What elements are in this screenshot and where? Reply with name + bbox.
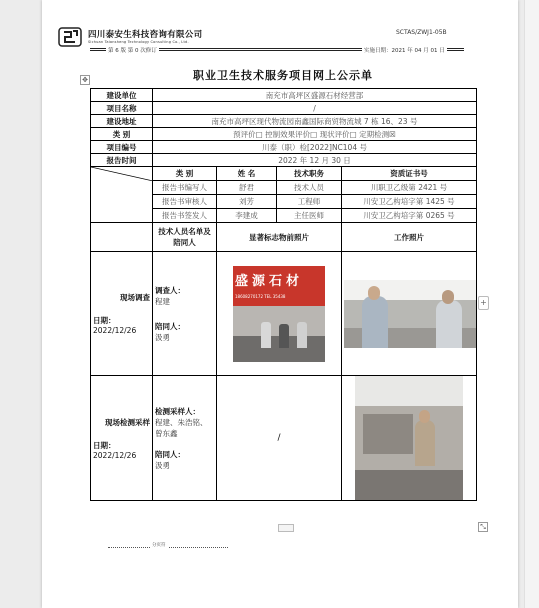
project-name-value: / [153,102,477,115]
site-sampling-cell [91,376,153,501]
project-name-label: 项目名称 [91,102,153,115]
staff-header-name: 姓 名 [217,167,277,181]
document-title: 职业卫生技术服务项目网上公示单 [193,69,373,82]
site-sampling-date: 2022/12/26 [93,450,137,460]
photo-header-work: 工作照片 [342,223,477,252]
sampling-landmark-mark: / [277,433,281,443]
site-survey-label: 现场调查 [120,293,150,302]
table-move-handle[interactable]: ✥ [80,75,90,85]
address-value: 南充市高坪区现代物流园南鑫国际商贸物流城 7 栋 16、23 号 [153,115,477,128]
survey-staff-cell [153,252,217,376]
storefront-sign-phone: 18608270172 TEL 35438 [235,293,286,299]
staff-header-cert: 资质证书号 [342,167,477,181]
vertical-scrollbar[interactable] [524,0,539,608]
implement-date: 实施日期：2021 年 04 月 01 日 [364,48,445,54]
sampling-work-photo-cell [342,376,477,501]
type-value: 预评价□ 控制效果评价□ 现状评价□ 定期检测☒ [153,128,477,141]
landmark-photo [233,266,325,362]
staff-title: 主任医师 [277,209,342,223]
page-break-label: 分页符 [152,543,166,548]
photo-header-staff: 技术人员名单及陪同人 [153,223,217,252]
landmark-photo-cell [217,252,342,376]
staff-header-category: 类 别 [153,167,217,181]
address-label: 建设地址 [91,115,153,128]
report-time-label: 报告时间 [91,154,153,167]
company-logo [58,26,84,48]
sampler-names: 程建、朱浩铭、曾东鑫 [155,417,208,438]
companion-label: 陪同人： [155,321,185,331]
work-photo [344,280,476,348]
photo-header-landmark: 显著标志物前照片 [217,223,342,252]
companion-name: 汲勇 [155,332,170,342]
page-break-line [108,547,228,548]
table-bottom-handle[interactable] [278,524,294,532]
staff-category: 报告书编写人 [153,181,217,195]
site-survey-cell [91,252,153,376]
project-no-label: 项目编号 [91,141,153,154]
site-survey-date-label: 日期： [93,316,116,325]
site-sampling-label: 现场检测采样 [105,417,150,427]
staff-title: 工程师 [277,195,342,209]
sampling-landmark-cell [217,376,342,501]
sampling-work-photo [355,376,463,500]
staff-title: 技术人员 [277,181,342,195]
staff-cert: 川安卫乙构培字第 0265 号 [342,209,477,223]
edition-text: 第 6 版 第 0 次修订 [108,48,157,54]
staff-cert: 川安卫乙构培字第 1425 号 [342,195,477,209]
staff-name: 刘芳 [217,195,277,209]
report-time-value: 2022 年 12 月 30 日 [153,154,477,167]
photo-header-blank [91,223,153,252]
type-label: 类 别 [91,128,153,141]
unit-value: 南充市高坪区盛源石材经营部 [153,89,477,102]
table-resize-handle[interactable]: ⤡ [478,522,488,532]
company-name-en: Sichuan Taiansheng Technology Consulting Co., Ltd. [88,40,189,44]
staff-category: 报告书签发人 [153,209,217,223]
staff-name: 舒君 [217,181,277,195]
document-number: SCTAS/ZWJ1-05B [396,29,447,36]
site-sampling-date-label: 日期： [93,440,116,450]
publicity-table [90,88,477,501]
company-name: 四川泰安生科技咨询有限公司 [88,30,203,40]
site-survey-date: 2022/12/26 [93,326,137,335]
staff-cert: 川职卫乙级第 2421 号 [342,181,477,195]
add-row-button[interactable]: + [478,296,489,310]
staff-diagonal-cell [91,167,153,223]
staff-header-title: 技术职务 [277,167,342,181]
sampling-companion-label: 陪同人： [155,449,185,459]
unit-label: 建设单位 [91,89,153,102]
sampling-staff-cell [153,376,217,501]
sampling-companion-name: 汲勇 [155,460,170,470]
diagonal-line [91,167,153,181]
investigator-name: 程建 [155,296,170,306]
project-no-value: 川泰（职）检[2022]NC104 号 [153,141,477,154]
investigator-label: 调查人： [155,285,185,295]
storefront-sign-text: 盛源石材 [235,273,304,289]
sampler-label: 检测采样人： [155,406,200,416]
staff-name: 李建成 [217,209,277,223]
work-photo-cell [342,252,477,376]
staff-category: 报告书审核人 [153,195,217,209]
